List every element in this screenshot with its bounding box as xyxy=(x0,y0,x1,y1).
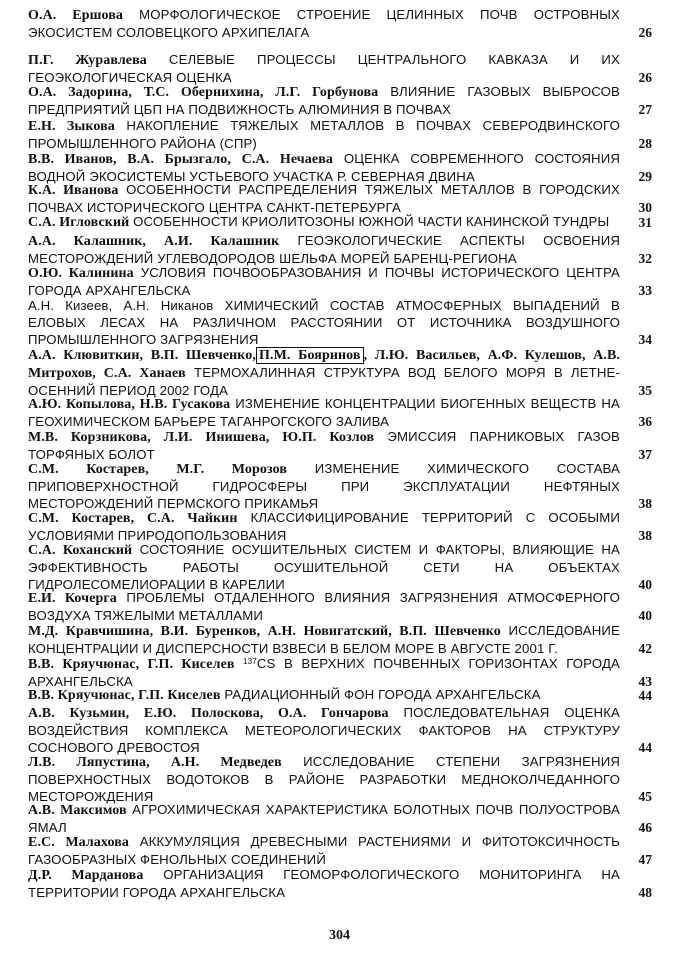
entry-title: ОРГАНИЗАЦИЯ ГЕОМОРФОЛОГИЧЕСКОГО МОНИТОРИНГА НА ТЕРРИТОРИИ ГОРОДА АРХАНГЕЛЬСКА xyxy=(28,867,620,901)
toc-entry xyxy=(28,866,652,901)
entry-title: ИССЛЕДОВАНИЕ СТЕПЕНИ ЗАГРЯЗНЕНИЯ ПОВЕРХНОСТНЫХ ВОДОТОКОВ В РАЙОНЕ РАЗРАБОТКИ МЕДНОКОЛЧЕДАННОГО МЕСТОРОЖДЕНИЯ xyxy=(28,754,620,805)
entry-title: УСЛОВИЯ ПОЧВООБРАЗОВАНИЯ И ПОЧВЫ ИСТОРИЧЕСКОГО ЦЕНТРА ГОРОДА АРХАНГЕЛЬСКА xyxy=(28,265,620,299)
entry-page-number: 44 xyxy=(638,688,652,703)
entry-title: ПОСЛЕДОВАТЕЛЬНАЯ ОЦЕНКА ВОЗДЕЙСТВИЯ КОМПЛЕКСА МЕТЕОРОЛОГИЧЕСКИХ ФАКТОРОВ НА СТРУКТУРУ СОСНОВОГО ДРЕВОСТОЯ xyxy=(28,705,620,756)
entry-title: ЭМИССИЯ ПАРНИКОВЫХ ГАЗОВ ТОРФЯНЫХ БОЛОТ xyxy=(28,429,620,463)
entry-page-number: 46 xyxy=(638,820,652,836)
entry-title: ОЦЕНКА СОВРЕМЕННОГО СОСТОЯНИЯ ВОДНОЙ ЭКОСИСТЕМЫ УСТЬЕВОГО УЧАСТКА Р. СЕВЕРНАЯ ДВИНА xyxy=(28,151,620,185)
entry-page-number: 36 xyxy=(638,414,652,430)
entry-title: ОСОБЕННОСТИ РАСПРЕДЕЛЕНИЯ ТЯЖЕЛЫХ МЕТАЛЛОВ В ГОРОДСКИХ ПОЧВАХ ИСТОРИЧЕСКОГО ЦЕНТРА САНКТ-ПЕТЕРБУРГА xyxy=(28,182,620,216)
entry-authors: А.Ю. Копылова, Н.В. Гусакова xyxy=(28,397,231,412)
entry-authors: А.А. Калашник, А.И. Калашник xyxy=(28,234,280,249)
entry-title: МОРФОЛОГИЧЕСКОЕ СТРОЕНИЕ ЦЕЛИННЫХ ПОЧВ ОСТРОВНЫХ ЭКОСИСТЕМ СОЛОВЕЦКОГО АРХИПЕЛАГА xyxy=(28,7,620,41)
entry-title: ХИМИЧЕСКИЙ СОСТАВ АТМОСФЕРНЫХ ВЫПАДЕНИЙ В ЕЛОВЫХ ЛЕСАХ НА РАЗЛИЧНОМ РАССТОЯНИИ ОТ ИСТОЧНИКА ВОЗДУШНОГО ПРОМЫШЛЕННОГО ЗАГРЯЗНЕНИЯ xyxy=(28,298,620,348)
entry-page-number: 34 xyxy=(638,332,652,348)
entry-page-number: 47 xyxy=(638,852,652,868)
entry-title: СОСТОЯНИЕ ОСУШИТЕЛЬНЫХ СИСТЕМ И ФАКТОРЫ, ВЛИЯЮЩИЕ НА ЭФФЕКТИВНОСТЬ РАБОТЫ ОСУШИТЕЛЬНОЙ СЕТИ НА ОБЪЕКТАХ ГИДРОЛЕСОМЕЛИОРАЦИИ В КАРЕЛИИ xyxy=(28,542,620,593)
entry-title: НАКОПЛЕНИЕ ТЯЖЕЛЫХ МЕТАЛЛОВ В ПОЧВАХ СЕВЕРОДВИНСКОГО ПРОМЫШЛЕННОГО РАЙОНА (СПР) xyxy=(28,118,620,152)
entry-page-number: 29 xyxy=(638,169,652,185)
toc-entry xyxy=(28,51,652,86)
toc-entry xyxy=(28,428,652,463)
entry-authors: Е.С. Малахова xyxy=(28,835,129,850)
entry-title: СЕЛЕВЫЕ ПРОЦЕССЫ ЦЕНТРАЛЬНОГО КАВКАЗА И ИХ ГЕОЭКОЛОГИЧЕСКАЯ ОЦЕНКА xyxy=(28,52,620,86)
toc-entry xyxy=(28,541,652,594)
entry-authors: В.В. Иванов, В.А. Брызгало, С.А. Нечаева xyxy=(28,152,333,167)
entry-authors: Д.Р. Марданова xyxy=(28,868,144,883)
entry-page-number: 30 xyxy=(638,200,652,216)
toc-entry xyxy=(28,117,652,152)
entry-page-number: 42 xyxy=(638,641,652,657)
entry-title: ИЗМЕНЕНИЕ КОНЦЕНТРАЦИИ БИОГЕННЫХ ВЕЩЕСТВ НА ГЕОХИМИЧЕСКОМ БАРЬЕРЕ ТАГАНРОГСКОГО ЗАЛИВА xyxy=(28,396,620,430)
toc-entry xyxy=(28,395,652,430)
entry-page-number: 37 xyxy=(638,447,652,463)
toc-entry xyxy=(28,704,652,757)
entry-title: ИЗМЕНЕНИЕ ХИМИЧЕСКОГО СОСТАВА ПРИПОВЕРХНОСТНОЙ ГИДРОСФЕРЫ ПРИ ЭКСПЛУАТАЦИИ НЕФТЯНЫХ МЕСТОРОЖДЕНИЙ ПЕРМСКОГО ПРИКАМЬЯ xyxy=(28,461,620,512)
entry-authors: М.В. Корзникова, Л.И. Инишева, Ю.П. Козлов xyxy=(28,430,375,445)
entry-page-number: 45 xyxy=(638,789,652,805)
entry-page-number: 48 xyxy=(638,885,652,901)
entry-authors: А.В. Максимов xyxy=(28,803,127,818)
entry-page-number: 26 xyxy=(638,70,652,86)
page-number: 304 xyxy=(329,928,350,943)
entry-title: РАДИАЦИОННЫЙ ФОН ГОРОДА АРХАНГЕЛЬСКА xyxy=(224,687,541,702)
entry-title: АККУМУЛЯЦИЯ ДРЕВЕСНЫМИ РАСТЕНИЯМИ И ФИТОТОКСИЧНОСТЬ ГАЗООБРАЗНЫХ ФЕНОЛЬНЫХ СОЕДИНЕНИЙ xyxy=(28,834,620,868)
entry-page-number: 28 xyxy=(638,136,652,152)
entry-authors: О.А. Ершова xyxy=(28,8,124,23)
toc-entry xyxy=(28,232,652,267)
toc-entry xyxy=(28,801,652,836)
entry-page-number: 35 xyxy=(638,383,652,399)
entry-page-number: 32 xyxy=(638,251,652,267)
toc-entry xyxy=(28,833,652,868)
entry-authors: В.В. Кряучюнас, Г.П. Киселев xyxy=(28,657,235,672)
toc-entry xyxy=(28,6,652,41)
entry-page-number: 31 xyxy=(638,215,652,230)
toc-entry xyxy=(28,686,652,704)
entry-authors: Е.Н. Зыкова xyxy=(28,119,115,134)
entry-authors-part: А.А. Клювиткин, В.П. Шевченко, xyxy=(28,348,256,363)
entry-title: КЛАССИФИЦИРОВАНИЕ ТЕРРИТОРИЙ С ОСОБЫМИ УСЛОВИЯМИ ПРИРОДОПОЛЬЗОВАНИЯ xyxy=(28,510,620,544)
entry-authors: П.Г. Журавлева xyxy=(28,53,147,68)
entry-authors: С.А. Коханский xyxy=(28,543,133,558)
entry-title: ТЕРМОХАЛИННАЯ СТРУКТУРА ВОД БЕЛОГО МОРЯ В ЛЕТНЕ-ОСЕННИЙ ПЕРИОД 2002 ГОДА xyxy=(28,365,621,399)
toc-entry xyxy=(28,264,652,299)
entry-authors: Е.И. Кочерга xyxy=(28,591,117,606)
toc-entry xyxy=(28,181,652,216)
toc-entry xyxy=(28,589,652,624)
entry-authors: О.Ю. Калинина xyxy=(28,266,134,281)
entry-title: ОСОБЕННОСТИ КРИОЛИТОЗОНЫ ЮЖНОЙ ЧАСТИ КАНИНСКОЙ ТУНДРЫ xyxy=(133,214,610,229)
toc-entry xyxy=(28,297,652,349)
entry-title: ВЛИЯНИЕ ГАЗОВЫХ ВЫБРОСОВ ПРЕДПРИЯТИЙ ЦБП НА ПОДВИЖНОСТЬ АЛЮМИНИЯ В ПОЧВАХ xyxy=(28,84,620,118)
entry-authors: С.М. Костарев, М.Г. Морозов xyxy=(28,462,288,477)
entry-page-number: 27 xyxy=(638,102,652,118)
toc-entry xyxy=(28,509,652,544)
entry-authors: Л.В. Ляпустина, А.Н. Медведев xyxy=(28,755,282,770)
entry-authors: К.А. Иванова xyxy=(28,183,119,198)
toc-entry xyxy=(28,83,652,118)
entry-title: АГРОХИМИЧЕСКАЯ ХАРАКТЕРИСТИКА БОЛОТНЫХ ПОЧВ ПОЛУОСТРОВА ЯМАЛ xyxy=(28,802,620,836)
entry-title: CS В ВЕРХНИХ ПОЧВЕННЫХ ГОРИЗОНТАХ ГОРОДА АРХАНГЕЛЬСКА xyxy=(28,656,620,690)
entry-page-number: 38 xyxy=(638,496,652,512)
entry-page-number: 26 xyxy=(638,25,652,41)
entry-title: ГЕОЭКОЛОГИЧЕСКИЕ АСПЕКТЫ ОСВОЕНИЯ МЕСТОРОЖДЕНИЙ УГЛЕВОДОРОДОВ ШЕЛЬФА МОРЕЙ БАРЕНЦ-РЕГИОНА xyxy=(28,233,620,267)
toc-entry xyxy=(28,622,652,657)
entry-authors: А.Н. Кизеев, А.Н. Никанов xyxy=(28,298,214,313)
toc-entry xyxy=(28,753,652,806)
entry-page-number: 38 xyxy=(638,528,652,544)
entry-authors: С.А. Игловский xyxy=(28,215,130,230)
highlighted-author: П.М. Бояринов xyxy=(256,347,364,364)
entry-authors: С.М. Костарев, С.А. Чайкин xyxy=(28,511,238,526)
toc-entry xyxy=(28,346,652,400)
toc-entry xyxy=(28,213,652,231)
entry-page-number: 43 xyxy=(638,674,652,690)
entry-page-number: 33 xyxy=(638,283,652,299)
entry-page-number: 40 xyxy=(638,577,652,593)
isotope-superscript: 137 xyxy=(243,657,257,666)
entry-authors: М.Д. Кравчишина, В.И. Буренков, А.Н. Новигатский, В.П. Шевченко xyxy=(28,624,501,639)
entry-page-number: 40 xyxy=(638,608,652,624)
entry-title: ИССЛЕДОВАНИЕ КОНЦЕНТРАЦИИ И ДИСПЕРСНОСТИ ВЗВЕСИ В БЕЛОМ МОРЕ В АВГУСТЕ 2001 Г. xyxy=(28,623,620,657)
entry-authors: О.А. Задорина, Т.С. Обернихина, Л.Г. Горбунова xyxy=(28,85,379,100)
entry-title: ПРОБЛЕМЫ ОТДАЛЕННОГО ВЛИЯНИЯ ЗАГРЯЗНЕНИЯ АТМОСФЕРНОГО ВОЗДУХА ТЯЖЕЛЫМИ МЕТАЛЛАМИ xyxy=(28,590,620,624)
entry-authors: А.В. Кузьмин, Е.Ю. Полоскова, О.А. Гончарова xyxy=(28,706,389,721)
entry-authors: В.В. Кряучюнас, Г.П. Киселев xyxy=(28,688,221,703)
entry-page-number: 44 xyxy=(638,740,652,756)
toc-entry xyxy=(28,460,652,513)
entry-authors-part: , Л.Ю. Васильев, А.Ф. Кулешов, А.В. Митрохов, С.А. Ханаев xyxy=(28,348,621,382)
